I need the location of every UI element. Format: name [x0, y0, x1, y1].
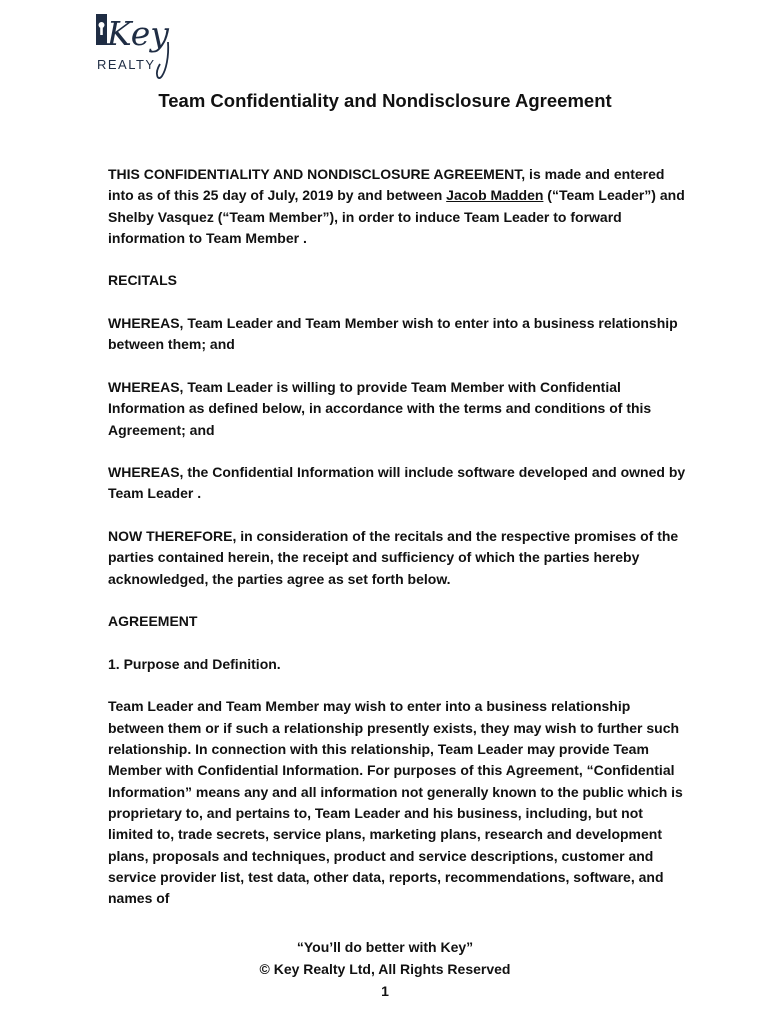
- section-1-text: Team Leader and Team Member may wish to enter into a business relationship between them or if such a relationship presently exists, they may wish to further such relationship. In connection with this relationship, Team Leader may provide Team Member with Confidential Information. For purposes of this Agreement, “Confidential Information” means any and all information not generally known to the public which is proprietary to, and pertains to, Team Leader and his business, including, but not limited to, trade secrets, service plans, marketing plans, research and development plans, proposals and techniques, product and service descriptions, customer and service provider list, test data, other data, reports, recommendations, software, and names of: [108, 698, 683, 907]
- logo-brand-text: Key: [107, 14, 169, 53]
- page-number: 1: [381, 983, 389, 999]
- whereas-paragraph-3: WHEREAS, the Confidential Information will include software developed and owned by Team Leader .: [108, 464, 686, 502]
- key-realty-logo: [96, 12, 186, 82]
- footer-slogan: “You’ll do better with Key”: [296, 939, 474, 955]
- whereas-paragraph-1: WHEREAS, Team Leader and Team Member wish to enter into a business relationship between them; and: [108, 315, 678, 353]
- document-body: [108, 164, 688, 931]
- intro-paragraph: THIS CONFIDENTIALITY AND NONDISCLOSURE AGREEMENT, is made and entered into as of this 25 day of July, 2019 by and between Jacob Madden (“Team Leader”) and Shelby Vasquez (“Team Member”), in order to induce Team Leader to forward information to Team Member .: [108, 166, 685, 246]
- now-therefore-paragraph: NOW THEREFORE, in consideration of the recitals and the respective promises of the parties contained herein, the receipt and sufficiency of which the parties hereby acknowledged, the parties agree as set forth below.: [108, 528, 679, 587]
- footer-copyright: © Key Realty Ltd, All Rights Reserved: [259, 961, 511, 977]
- recitals-heading: RECITALS: [108, 272, 177, 289]
- team-leader-name: Jacob Madden: [446, 187, 544, 204]
- logo-sub-text: REALTY: [97, 57, 156, 72]
- whereas-paragraph-2: WHEREAS, Team Leader is willing to provide Team Member with Confidential Information as defined below, in accordance with the terms and conditions of this Agreement; and: [108, 378, 652, 438]
- section-1-heading: 1. Purpose and Definition.: [108, 655, 281, 672]
- agreement-heading: AGREEMENT: [108, 613, 198, 630]
- page-footer: [0, 936, 770, 1002]
- document-title: Team Confidentiality and Nondisclosure Agreement: [158, 90, 612, 111]
